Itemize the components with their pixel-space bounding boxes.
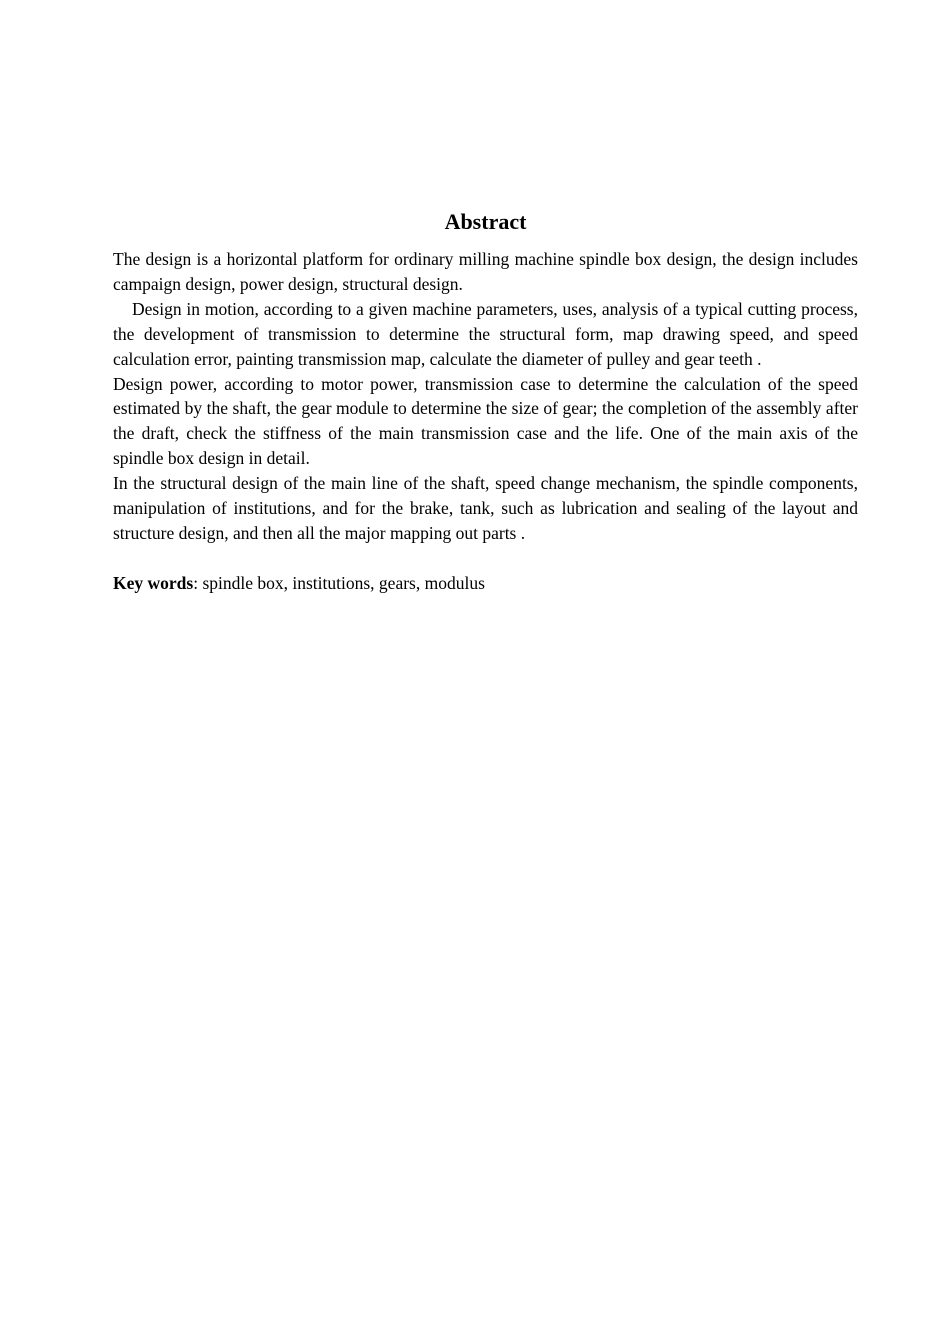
keywords-separator: :	[193, 572, 199, 593]
keywords-label: Key words	[113, 572, 194, 593]
abstract-body	[113, 247, 858, 546]
paragraph-1: The design is a horizontal platform for ordinary milling machine spindle box design, the design includes campaign design, power design, structural design.	[113, 249, 858, 294]
keywords-value: spindle box, institutions, gears, modulus	[198, 572, 485, 593]
page-title: Abstract	[444, 209, 527, 234]
keywords-line	[113, 571, 858, 596]
paragraph-4: In the structural design of the main line of the shaft, speed change mechanism, the spindle components, manipulation of institutions, and for the brake, tank, such as lubrication and sealing of the layout and structure design, and then all the major mapping out parts .	[113, 473, 858, 543]
paragraph-2: Design in motion, according to a given machine parameters, uses, analysis of a typical cutting process, the development of transmission to determine the structural form, map drawing speed, and speed calculation error, painting transmission map, calculate the diameter of pulley and gear teeth .	[113, 298, 858, 369]
abstract-page	[113, 207, 858, 596]
paragraph-3: Design power, according to motor power, transmission case to determine the calculation of the speed estimated by the shaft, the gear module to determine the size of gear; the completion of the assembly after the draft, check the stiffness of the main transmission case and the life. One of the main axis of the spindle box design in detail.	[113, 373, 858, 469]
